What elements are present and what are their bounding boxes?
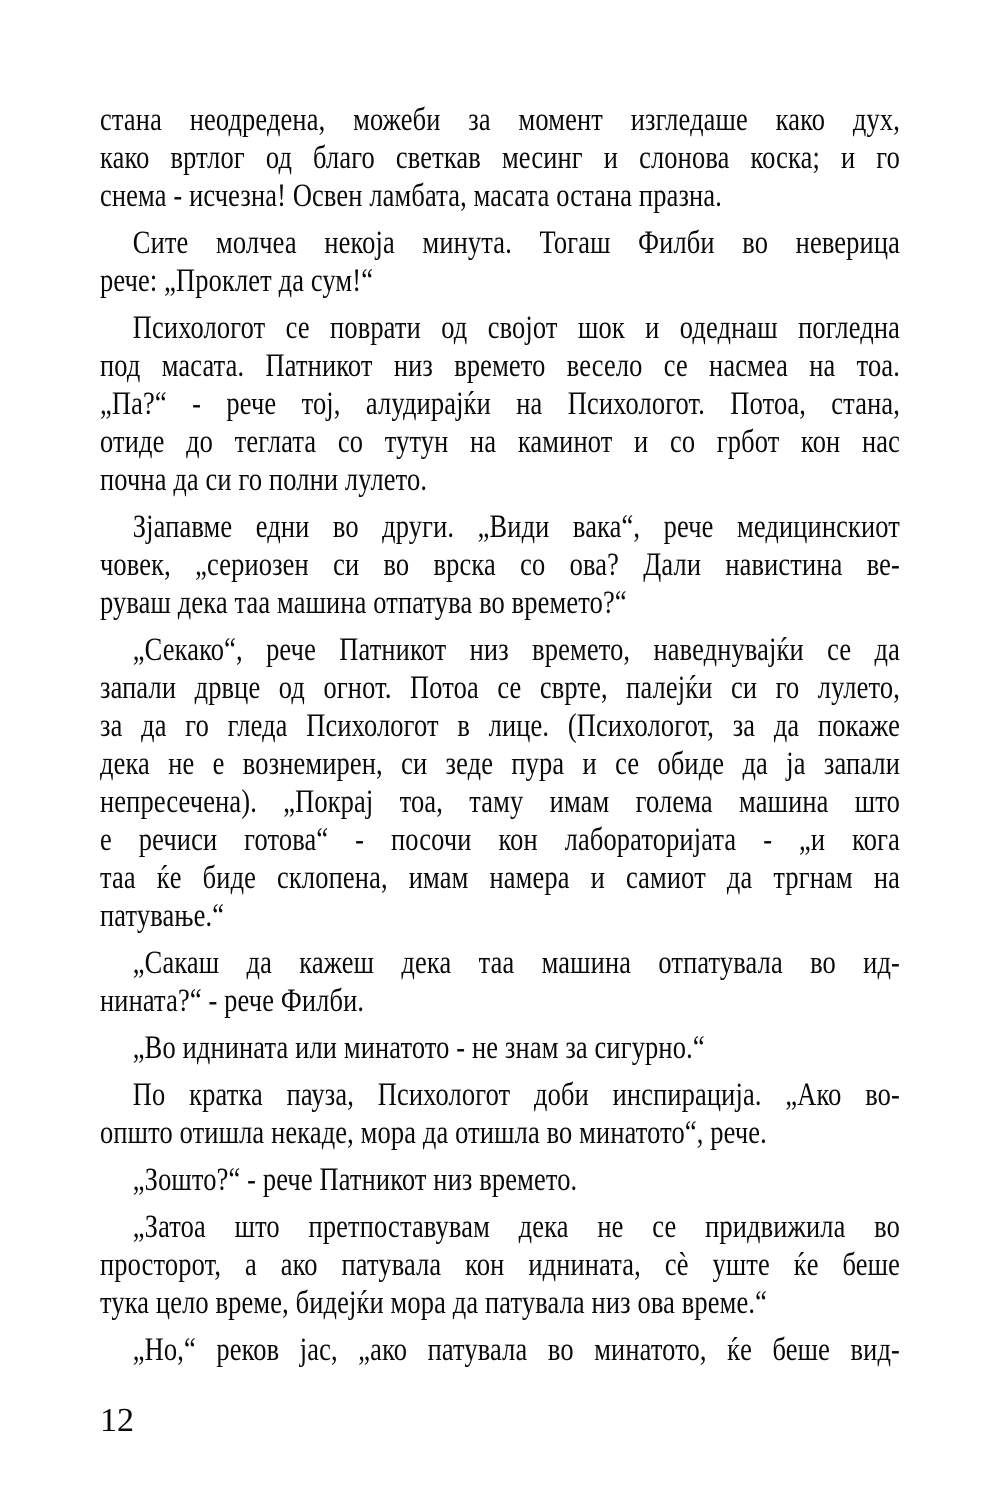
text-line: „Зошто?“ - рече Патникот низ времето. <box>132 1162 578 1198</box>
paragraph <box>100 508 900 622</box>
text-line: патување.“ <box>100 898 225 934</box>
text-line: таа ќе биде склопена, имам намера и самиот да тргнам на <box>100 860 900 896</box>
text-line: снема - исчезна! Освен ламбата, масата остана празна. <box>100 178 722 214</box>
text-line: за да го гледа Психологот в лице. (Психологот, за да покаже <box>100 708 900 744</box>
text-line: просторот, а ако патувала кон иднината, сѐ уште ќе беше <box>100 1247 900 1283</box>
text-line: е речиси готова“ - посочи кон лабораторијата - „и кога <box>100 822 900 858</box>
text-line: „Па?“ - рече тој, алудирајќи на Психологот. Потоа, стана, <box>100 386 900 422</box>
paragraph <box>100 1161 900 1199</box>
text-line: „Сакаш да кажеш дека таа машина отпатувала во ид- <box>132 945 901 981</box>
text-line: отиде до теглата со тутун на каминот и со грбот кон нас <box>100 424 900 460</box>
text-line: непресечена). „Покрај тоа, таму имам голема машина што <box>100 784 900 820</box>
page-body-text <box>100 101 900 1369</box>
text-line: Зјапавме едни во други. „Види вака“, рече медицинскиот <box>132 509 901 545</box>
paragraph <box>100 1076 900 1152</box>
page-number: 12 <box>100 1402 134 1439</box>
text-line: руваш дека таа машина отпатува во времето?“ <box>100 585 627 621</box>
text-line: под масата. Патникот низ времето весело се насмеа на тоа. <box>100 348 900 384</box>
text-line: По кратка пауза, Психологот доби инспирација. „Ако во- <box>132 1077 901 1113</box>
text-line: рече: „Проклет да сум!“ <box>100 263 374 299</box>
text-line: почна да си го полни лулето. <box>100 462 428 498</box>
paragraph <box>100 309 900 499</box>
text-line: „Секако“, рече Патникот низ времето, наведнувајќи се да <box>132 632 901 668</box>
text-line: човек, „сериозен си во врска со ова? Дали навистина ве- <box>100 547 900 583</box>
text-line: „Но,“ реков јас, „ако патувала во минатото, ќе беше вид- <box>132 1332 901 1368</box>
text-line: Психологот се поврати од својот шок и одеднаш погледна <box>132 310 901 346</box>
paragraph <box>100 101 900 215</box>
text-line: како вртлог од благо светкав месинг и слонова коска; и го <box>100 140 900 176</box>
paragraph <box>100 631 900 935</box>
text-line: општо отишла некаде, мора да отишла во минатото“, рече. <box>100 1115 767 1151</box>
paragraph <box>100 1331 900 1369</box>
text-line: „Во иднината или минатото - не знам за сигурно.“ <box>132 1030 705 1066</box>
paragraph <box>100 1029 900 1067</box>
text-line: дека не е вознемирен, си зеде пура и се обиде да ја запали <box>100 746 900 782</box>
text-line: тука цело време, бидејќи мора да патувала низ ова време.“ <box>100 1285 768 1321</box>
text-line: запали дрвце од огнот. Потоа се сврте, палејќи си го лулето, <box>100 670 900 706</box>
paragraph <box>100 224 900 300</box>
text-line: стана неодредена, можеби за момент изгледаше како дух, <box>100 102 900 138</box>
text-line: Сите молчеа некоја минута. Тогаш Филби во неверица <box>132 225 901 261</box>
paragraph <box>100 1208 900 1322</box>
text-line: нината?“ - рече Филби. <box>100 983 365 1019</box>
text-line: „Затоа што претпоставувам дека не се придвижила во <box>132 1209 901 1245</box>
paragraph <box>100 944 900 1020</box>
